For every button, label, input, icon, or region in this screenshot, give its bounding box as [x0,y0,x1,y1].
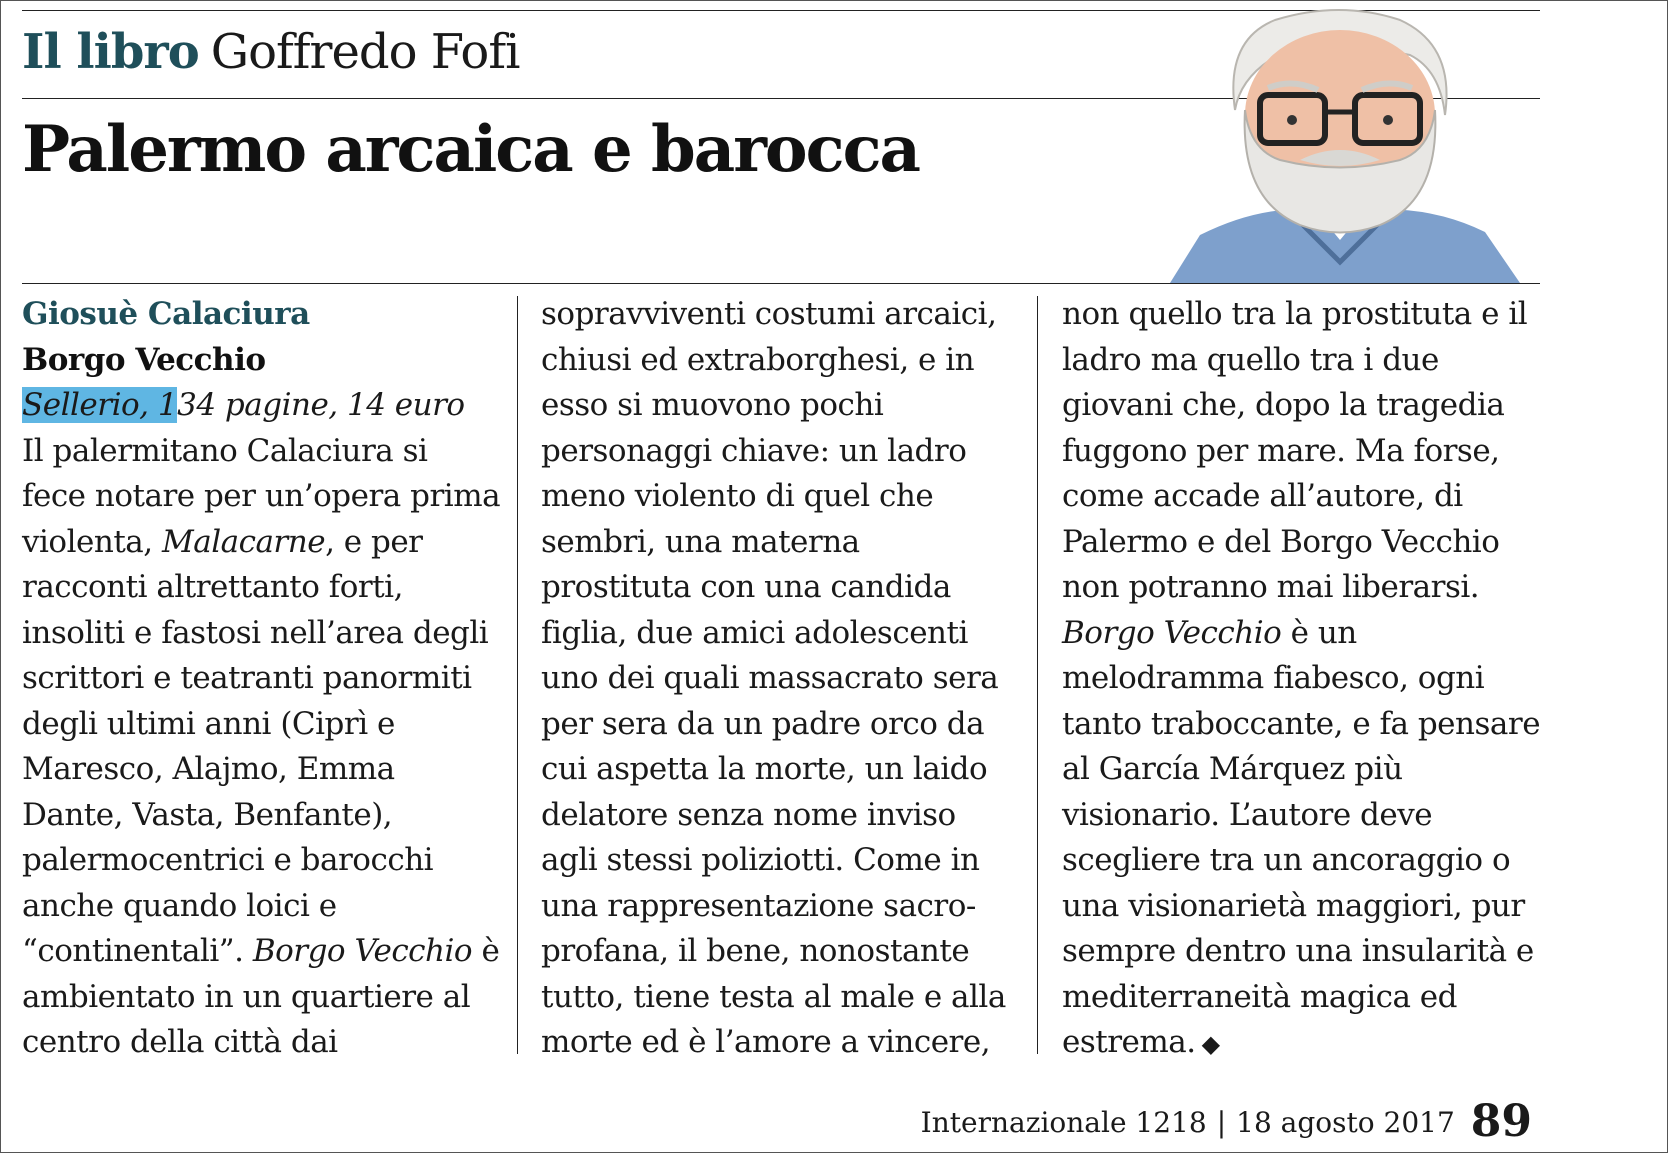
text-segment: “continentali”. [22,933,253,969]
book-details [22,383,497,429]
text-line: racconti altrettanto forti, [22,569,403,605]
text-line: delatore senza nome inviso [541,796,956,833]
text-line: non potranno mai liberarsi. [1062,569,1480,605]
text-line: non quello tra la prostituta e il [1062,296,1528,332]
text-line [1062,611,1542,657]
text-segment: è un [1281,614,1357,651]
page-number: 89 [1470,1096,1532,1147]
article-column-2 [541,292,1031,1066]
text-line: scegliere tra un ancoraggio o [1062,842,1511,878]
text-line: prostituta con una candida [541,569,951,605]
text-line: anche quando loici e [22,887,337,924]
columnist-name: Goffredo Fofi [210,24,520,80]
section-header [22,22,519,82]
text-line: chiusi ed extraborghesi, e in [541,341,975,378]
text-line: fuggono per mare. Ma forse, [1062,432,1500,469]
text-line: insoliti e fastosi nell’area degli [22,614,489,651]
column-divider-1 [517,296,518,1054]
article-column-1 [22,292,501,1066]
book-details-rest: 34 pagine, 14 euro [177,387,465,423]
text-line: personaggi chiave: un ladro [541,432,967,469]
text-line: ladro ma quello tra i due [1062,341,1439,378]
text-line: Maresco, Alajmo, Emma [22,751,395,787]
italic-title: Borgo Vecchio [1062,614,1282,651]
text-line: mediterraneità magica ed [1062,978,1457,1015]
text-line: sopravviventi costumi arcaici, [541,296,997,332]
text-line: figlia, due amici adolescenti [541,614,968,651]
footer-separator: | [1216,1106,1227,1139]
text-line: tutto, tiene testa al male e alla [541,978,1006,1015]
text-line: Dante, Vasta, Benfante), [22,796,393,833]
text-selection-highlight[interactable]: Sellerio, 1 [22,387,178,423]
page-footer [921,1098,1532,1147]
text-line: fece notare per un’opera prima [22,478,501,514]
end-mark-icon: ◆ [1201,1030,1220,1058]
text-line: esso si muovono pochi [541,387,884,423]
headline-rule [22,283,1540,284]
text-line: una visionarietà maggiori, pur [1062,887,1525,924]
italic-title: Borgo Vecchio [252,933,473,969]
italic-title: Malacarne [161,523,326,560]
text-line: per sera da un padre orco da [541,705,985,742]
column-divider-2 [1037,296,1038,1054]
text-line: Il palermitano Calaciura si [22,432,428,469]
text-line: profana, il bene, nonostante [541,933,970,969]
text-segment: è [472,933,500,969]
text-line: palermocentrici e barocchi [22,842,434,878]
magazine-issue: Internazionale 1218 [920,1106,1207,1139]
text-line [1062,1020,1542,1066]
text-line: melodramma fiabesco, ogni [1062,660,1485,696]
text-line: centro della città dai [22,1024,338,1060]
text-line: una rappresentazione sacro- [541,887,976,924]
article-headline: Palermo arcaica e barocca [22,112,919,187]
text-line: Palermo e del Borgo Vecchio [1062,523,1500,560]
text-line: degli ultimi anni (Ciprì e [22,705,395,742]
text-line: ambientato in un quartiere al [22,978,471,1015]
text-segment: violenta, [22,523,162,560]
text-line: visionario. L’autore deve [1062,796,1433,833]
text-line: cui aspetta la morte, un laido [541,751,988,787]
text-line: uno dei quali massacrato sera [541,660,999,696]
book-author: Giosuè Calaciura [22,296,310,332]
text-line: come accade all’autore, di [1062,478,1463,514]
text-line: agli stessi poliziotti. Come in [541,842,980,878]
issue-date: 18 agosto 2017 [1236,1106,1455,1139]
book-title: Borgo Vecchio [22,341,266,378]
text-segment: , e per [325,523,423,560]
text-segment: estrema. [1062,1024,1196,1060]
text-line [22,520,497,566]
text-line: sempre dentro una insularità e [1062,933,1534,969]
text-line: al García Márquez più [1062,751,1403,787]
article-column-3 [1062,292,1542,1066]
text-line: meno violento di quel che [541,478,934,514]
text-line: morte ed è l’amore a vincere, [541,1024,991,1060]
text-line: scrittori e teatranti panormiti [22,660,472,696]
text-line: giovani che, dopo la tragedia [1062,387,1505,423]
text-line: tanto traboccante, e fa pensare [1062,705,1541,742]
text-line [22,929,500,975]
rubric-label: Il libro [22,24,199,80]
author-portrait-illustration [1140,0,1540,283]
text-line: sembri, una materna [541,523,860,560]
